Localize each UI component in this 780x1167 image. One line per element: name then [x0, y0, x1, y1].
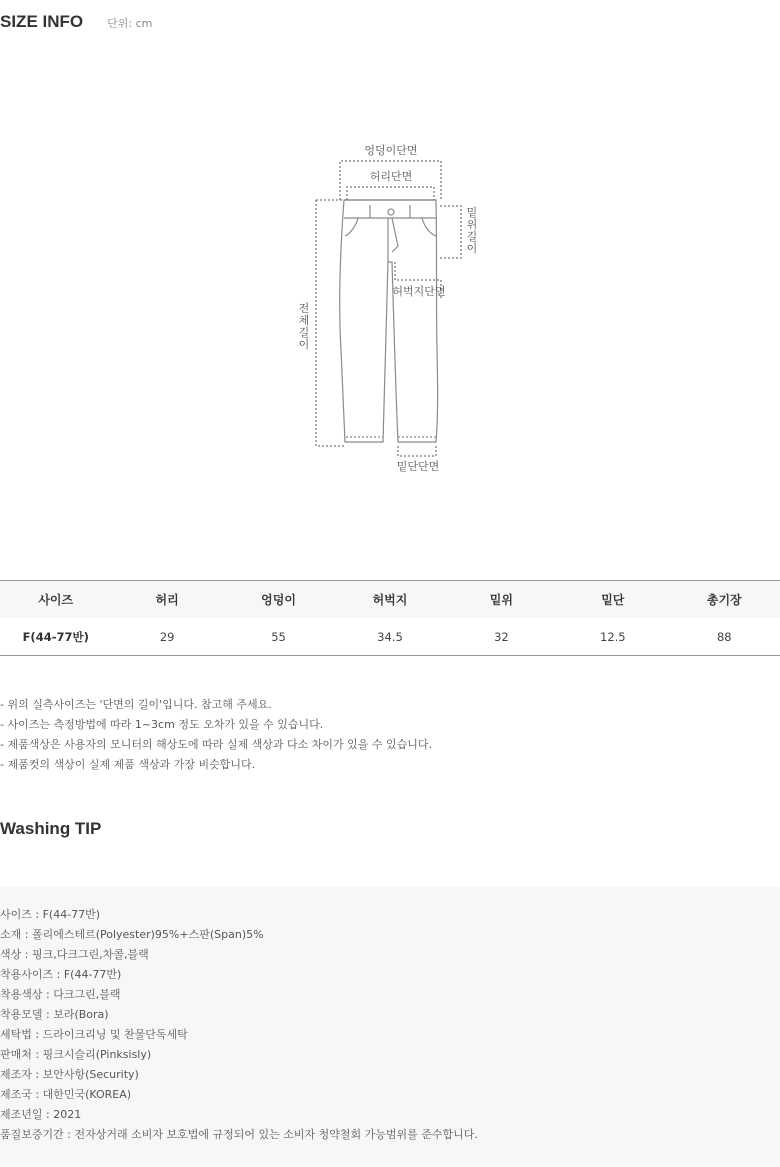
length-label-2: 체 [298, 314, 310, 327]
unit-label: 단위: cm [107, 17, 153, 30]
col-header-thigh: 허벅지 [334, 581, 445, 619]
cell-hip: 55 [223, 618, 334, 656]
size-table [0, 580, 780, 656]
hem-label: 밑단단면 [396, 460, 440, 473]
info-item: 제조자 : 보안사항(Security) [0, 1068, 139, 1081]
note-item: - 사이즈는 측정방법에 따라 1~3cm 정도 오차가 있을 수 있습니다. [0, 718, 324, 731]
col-header-hip: 엉덩이 [223, 581, 334, 619]
hip-label: 엉덩이단면 [364, 144, 418, 157]
cell-size: F(44-77반) [0, 618, 111, 656]
info-item: 착용색상 : 다크그린,블랙 [0, 988, 121, 1001]
cell-thigh: 34.5 [334, 618, 445, 656]
length-label-4: 이 [298, 338, 310, 351]
cell-hem: 12.5 [557, 618, 668, 656]
info-item: 제조국 : 대한민국(KOREA) [0, 1088, 132, 1101]
pants-outline [340, 200, 438, 442]
washing-tip-title: Washing TIP [0, 819, 102, 838]
col-header-length: 총기장 [669, 581, 780, 619]
col-header-waist: 허리 [111, 581, 222, 619]
pants-diagram [280, 138, 500, 483]
info-item: 제조년일 : 2021 [0, 1108, 82, 1121]
button-icon [388, 209, 394, 215]
info-item: 소재 : 폴리에스테르(Polyester)95%+스판(Span)5% [0, 928, 264, 941]
note-item: - 위의 실측사이즈는 '단면의 길이'입니다. 참고해 주세요. [0, 698, 272, 711]
table-row [0, 618, 780, 656]
rise-label-3: 길 [466, 230, 478, 243]
rise-label-2: 위 [466, 218, 478, 231]
note-item: - 제품컷의 색상이 실제 제품 색상과 가장 비슷합니다. [0, 758, 256, 771]
col-header-rise: 밑위 [446, 581, 557, 619]
info-item: 착용사이즈 : F(44-77반) [0, 968, 122, 981]
cell-waist: 29 [111, 618, 222, 656]
col-header-hem: 밑단 [557, 581, 668, 619]
info-item: 색상 : 핑크,다크그린,차콜,블랙 [0, 948, 149, 961]
info-item: 착용모델 : 보라(Bora) [0, 1008, 109, 1021]
col-header-size: 사이즈 [0, 581, 111, 619]
cell-length: 88 [669, 618, 780, 656]
rise-label-4: 이 [466, 242, 478, 255]
info-item: 품질보증기간 : 전자상거래 소비자 보호법에 규정되어 있는 소비자 청약철회 가능범위를 준수합니다. [0, 1128, 478, 1141]
size-info-header [0, 12, 152, 32]
pants-illustration [280, 138, 500, 483]
notes-list [0, 695, 432, 775]
length-label-3: 길 [298, 326, 310, 339]
cell-rise: 32 [446, 618, 557, 656]
product-info-list [0, 887, 780, 1145]
info-item: 판매처 : 핑크시슬리(Pinksisly) [0, 1048, 152, 1061]
table-header-row [0, 581, 780, 619]
note-item: - 제품색상은 사용자의 모니터의 해상도에 따라 실제 색상과 다소 차이가 있을 수 있습니다. [0, 738, 432, 751]
thigh-label: 허벅지단면 [392, 285, 446, 298]
rise-label-1: 밑 [466, 206, 478, 219]
measure-lines [316, 161, 461, 456]
length-label-1: 전 [298, 302, 310, 315]
product-info-box [0, 887, 780, 1167]
info-item: 사이즈 : F(44-77반) [0, 908, 101, 921]
size-info-title: SIZE INFO [0, 12, 84, 31]
info-item: 세탁법 : 드라이크리닝 및 찬물단독세탁 [0, 1028, 188, 1041]
waist-label: 허리단면 [369, 170, 413, 183]
